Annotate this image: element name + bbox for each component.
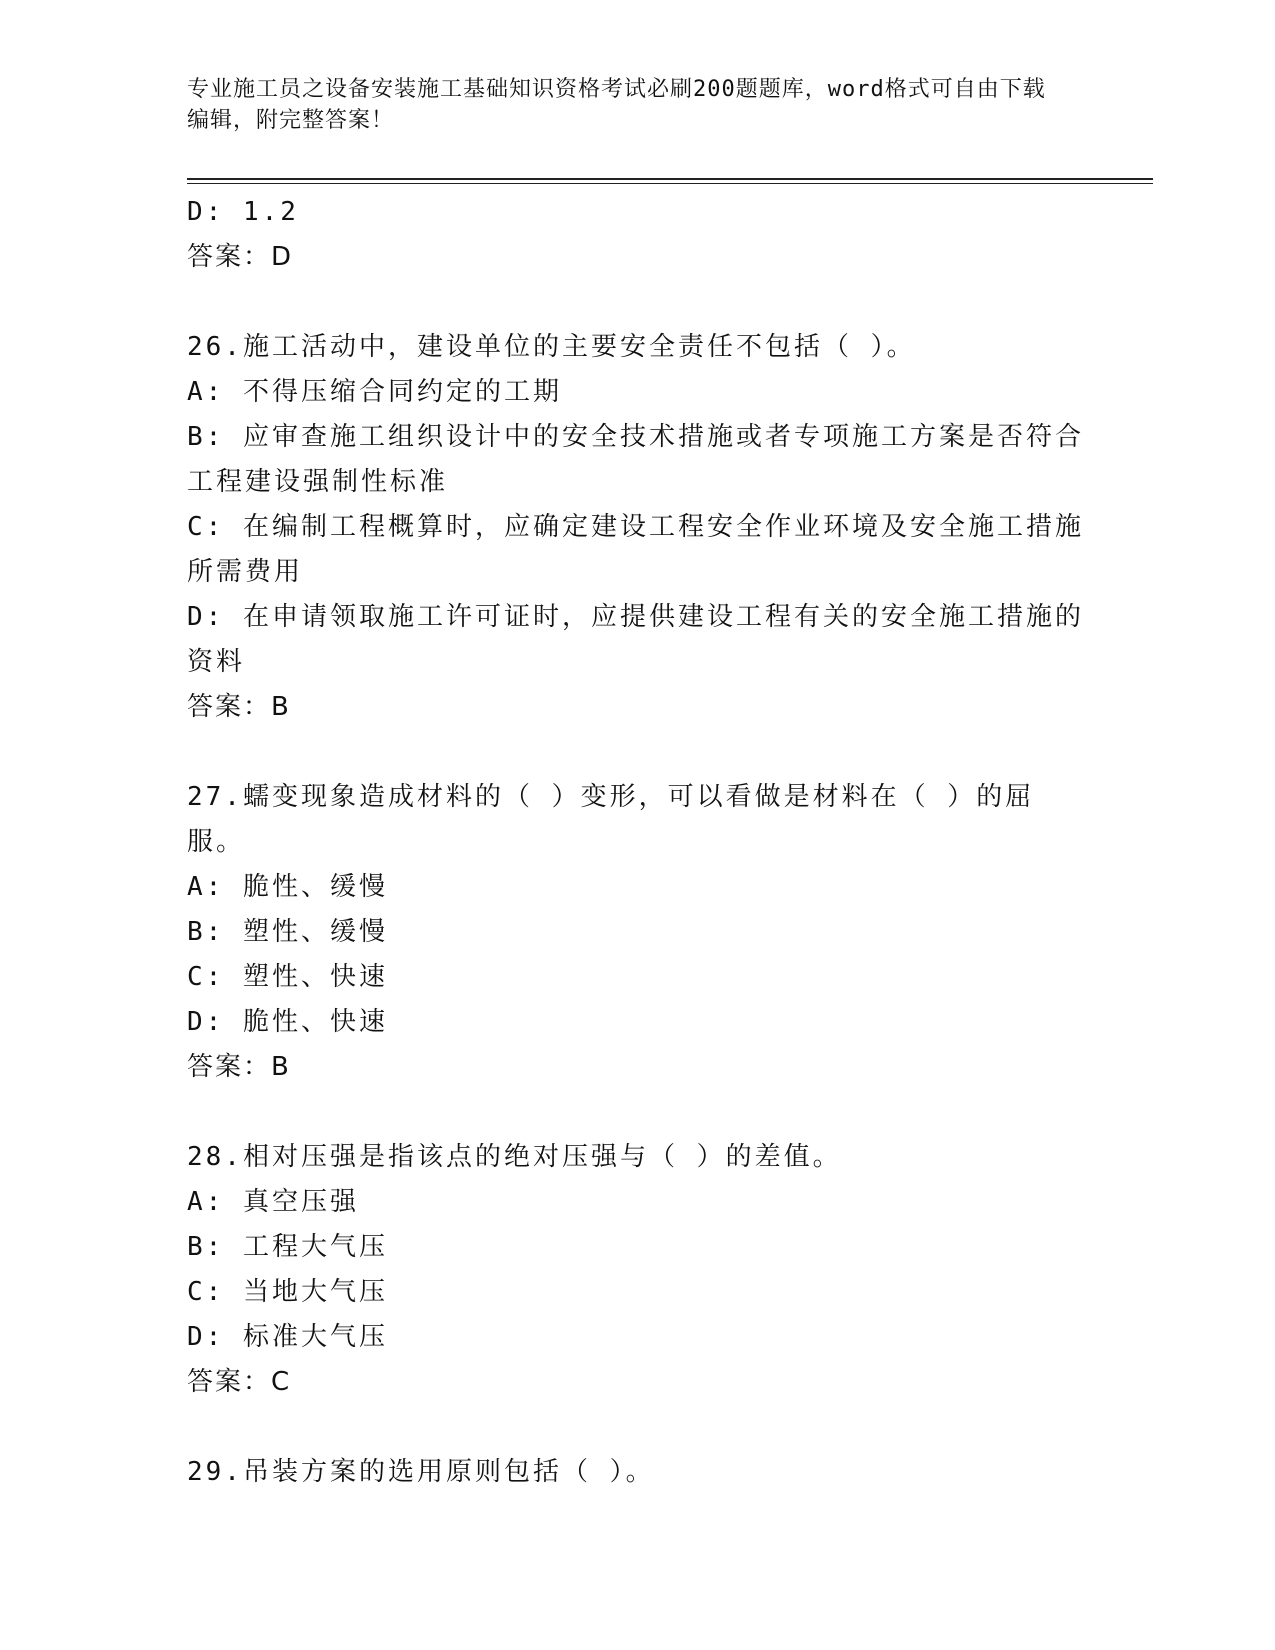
document-header: 专业施工员之设备安装施工基础知识资格考试必刷200题题库，word格式可自由下载编辑，附完整答案！ bbox=[187, 77, 1046, 133]
option-a: A: 真空压强 bbox=[187, 1187, 359, 1217]
option-d: D: 在申请领取施工许可证时，应提供建设工程有关的安全施工措施的资料 bbox=[187, 602, 1084, 677]
spacer bbox=[187, 1090, 1087, 1135]
option-b: B: 应审查施工组织设计中的安全技术措施或者专项施工方案是否符合工程建设强制性标准 bbox=[187, 422, 1084, 497]
option-c: C: 塑性、快速 bbox=[187, 962, 388, 992]
spacer bbox=[187, 280, 1087, 325]
header-divider-thick bbox=[187, 178, 1153, 180]
option-d: D: 脆性、快速 bbox=[187, 1007, 388, 1037]
question-list bbox=[187, 190, 1087, 1495]
header-divider-thin bbox=[187, 183, 1153, 184]
answer-line: 答案：B bbox=[187, 1052, 291, 1082]
answer-line: 答案：D bbox=[187, 242, 294, 272]
question-27 bbox=[187, 775, 1087, 1090]
option-c: C: 在编制工程概算时，应确定建设工程安全作业环境及安全施工措施所需费用 bbox=[187, 512, 1084, 587]
question-28 bbox=[187, 1135, 1087, 1405]
option-b: B: 塑性、缓慢 bbox=[187, 917, 388, 947]
option-d: D: 1.2 bbox=[187, 197, 299, 227]
question-text: 27.蠕变现象造成材料的（ ）变形，可以看做是材料在（ ）的屈服。 bbox=[187, 782, 1035, 857]
question-26 bbox=[187, 325, 1087, 730]
option-a: A: 不得压缩合同约定的工期 bbox=[187, 377, 562, 407]
option-d: D: 标准大气压 bbox=[187, 1322, 388, 1352]
option-b: B: 工程大气压 bbox=[187, 1232, 388, 1262]
question-text: 26.施工活动中，建设单位的主要安全责任不包括（ ）。 bbox=[187, 332, 916, 362]
spacer bbox=[187, 1405, 1087, 1450]
answer-line: 答案：C bbox=[187, 1367, 292, 1397]
option-c: C: 当地大气压 bbox=[187, 1277, 388, 1307]
question-text: 29.吊装方案的选用原则包括（ ）。 bbox=[187, 1457, 655, 1487]
question-29 bbox=[187, 1450, 1087, 1495]
question-text: 28.相对压强是指该点的绝对压强与（ ）的差值。 bbox=[187, 1142, 842, 1172]
spacer bbox=[187, 730, 1087, 775]
option-a: A: 脆性、缓慢 bbox=[187, 872, 388, 902]
answer-line: 答案：B bbox=[187, 692, 291, 722]
previous-question-tail bbox=[187, 190, 1087, 280]
